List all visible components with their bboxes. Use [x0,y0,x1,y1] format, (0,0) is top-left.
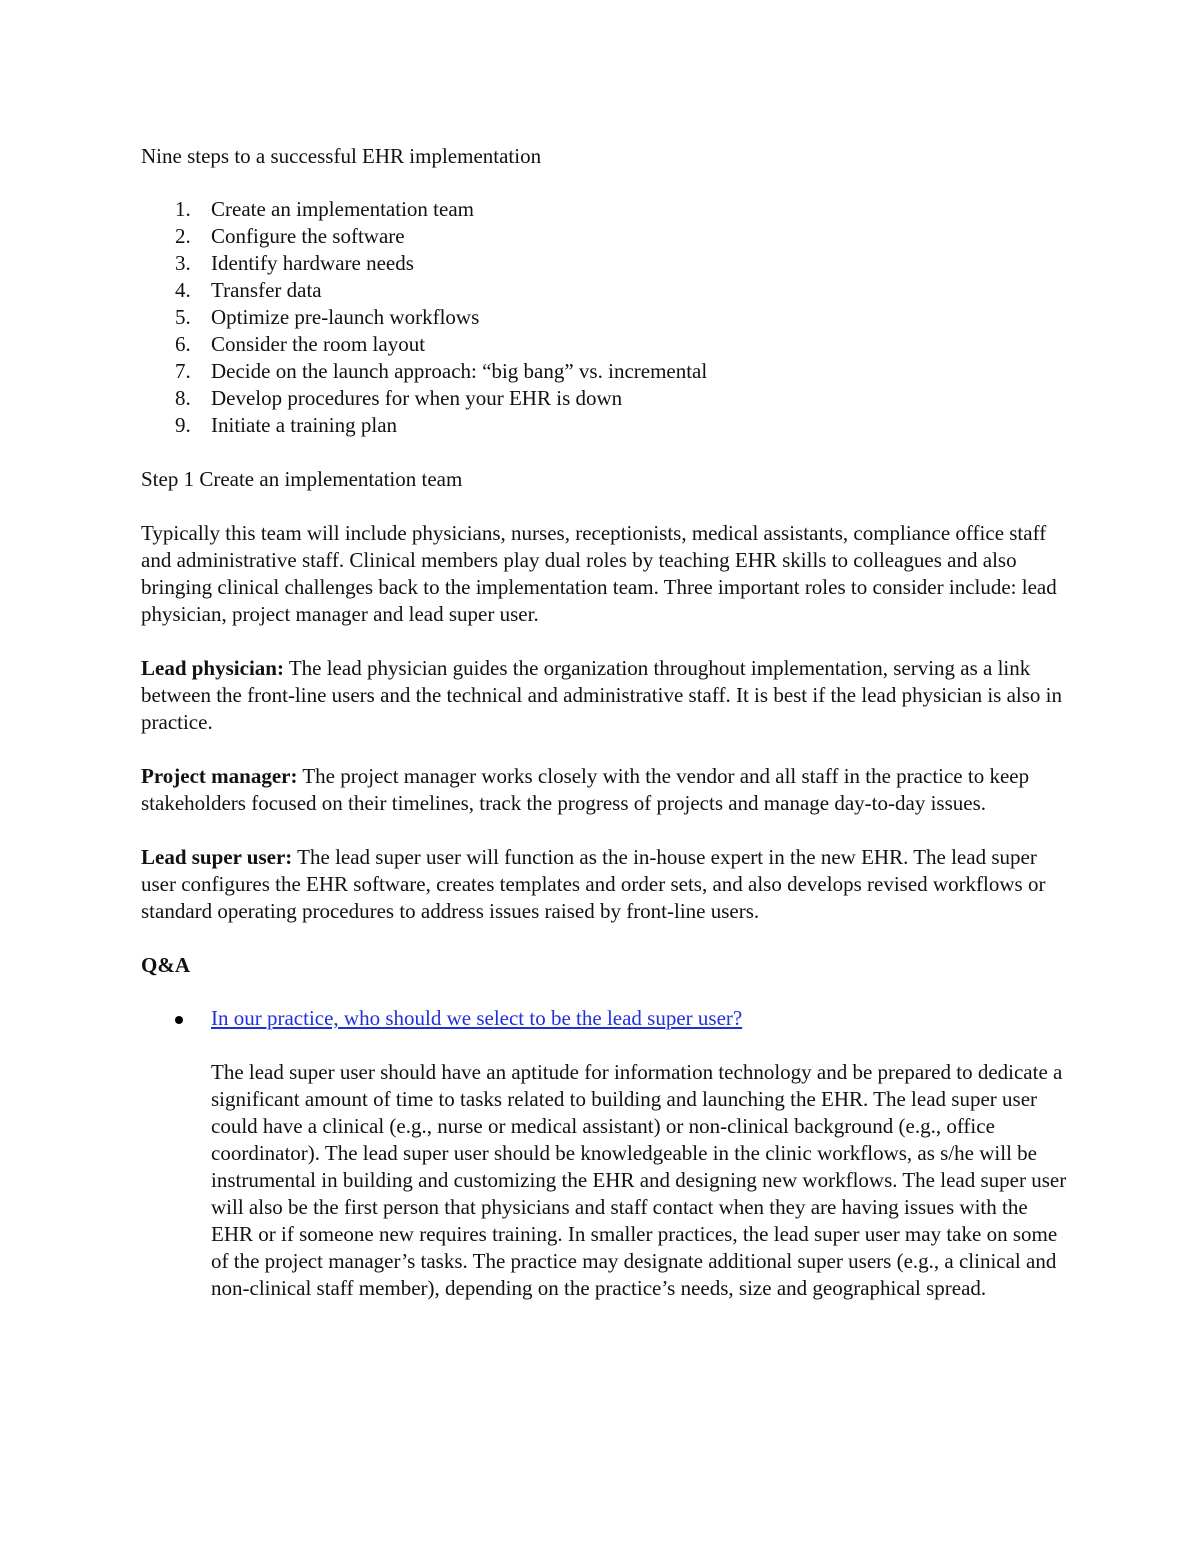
step-number: 2. [175,224,191,248]
role-paragraph-lead-physician [141,655,1071,736]
list-item [141,385,1071,412]
step-text: Create an implementation team [211,197,474,221]
steps-list [141,196,1071,439]
step-text: Initiate a training plan [211,413,398,437]
role-paragraph-project-manager [141,763,1071,817]
step-number: 4. [175,278,191,302]
list-item [141,250,1071,277]
document-title: Nine steps to a successful EHR implementation [141,144,542,168]
step-text: Optimize pre-launch workflows [211,305,480,329]
step-number: 8. [175,386,191,410]
role-label: Lead super user: [141,845,293,869]
step-number: 3. [175,251,191,275]
role-text: The lead physician guides the organization throughout implementation, serving as a link between the front-line users and the technical and administrative staff. It is best if the lead physician is also in practice. [141,656,1063,734]
step-text: Configure the software [211,224,405,248]
step-number: 5. [175,305,191,329]
intro-paragraph: Typically this team will include physicians, nurses, receptionists, medical assistants, compliance office staff and administrative staff. Clinical members play dual roles by teaching EHR skills to colleagues and also bringing clinical challenges back to the implementation team. Three important roles to consider include: lead physician, project manager and lead super user. [141,521,1057,626]
step-text: Consider the room layout [211,332,426,356]
list-item [141,196,1071,223]
step-text: Transfer data [211,278,322,302]
list-item [141,304,1071,331]
list-item [141,223,1071,250]
role-label: Project manager: [141,764,298,788]
step-number: 7. [175,359,191,383]
step-text: Decide on the launch approach: “big bang” vs. incremental [211,359,708,383]
bullet-icon [175,1016,183,1024]
role-paragraph-lead-super-user [141,844,1071,925]
role-text: The project manager works closely with the vendor and all staff in the practice to keep stakeholders focused on their timelines, track the progress of projects and manage day-to-day issues. [141,764,1030,815]
step-number: 1. [175,197,191,221]
qa-answer: The lead super user should have an aptitude for information technology and be prepared to dedicate a significant amount of time to tasks related to building and launching the EHR. The lead super user could have a clinical (e.g., nurse or medical assistant) or non-clinical background (e.g., office coordinator). The lead super user should be knowledgeable in the clinic workflows, as s/he will be instrumental in building and customizing the EHR and designing new workflows. The lead super user will also be the first person that physicians and staff contact when they are having issues with the EHR or if someone new requires training. In smaller practices, the lead super user may take on some of the project manager’s tasks. The practice may designate additional super users (e.g., a clinical and non-clinical staff member), depending on the practice’s needs, size and geographical spread. [211,1060,1067,1300]
step-number: 6. [175,332,191,356]
list-item [141,412,1071,439]
step1-heading: Step 1 Create an implementation team [141,467,463,491]
role-text: The lead super user will function as the in-house expert in the new EHR. The lead super user configures the EHR software, creates templates and order sets, and also develops revised workflows or standard operating procedures to address issues raised by front-line users. [141,845,1046,923]
list-item [141,277,1071,304]
qa-question-link[interactable]: In our practice, who should we select to be the lead super user? [211,1006,743,1030]
step-text: Develop procedures for when your EHR is down [211,386,623,410]
list-item [141,331,1071,358]
qa-item [141,1005,1071,1302]
list-item [141,358,1071,385]
step-number: 9. [175,413,191,437]
role-label: Lead physician: [141,656,284,680]
step-text: Identify hardware needs [211,251,414,275]
document-page [141,143,1071,1302]
qa-title: Q&A [141,953,190,977]
